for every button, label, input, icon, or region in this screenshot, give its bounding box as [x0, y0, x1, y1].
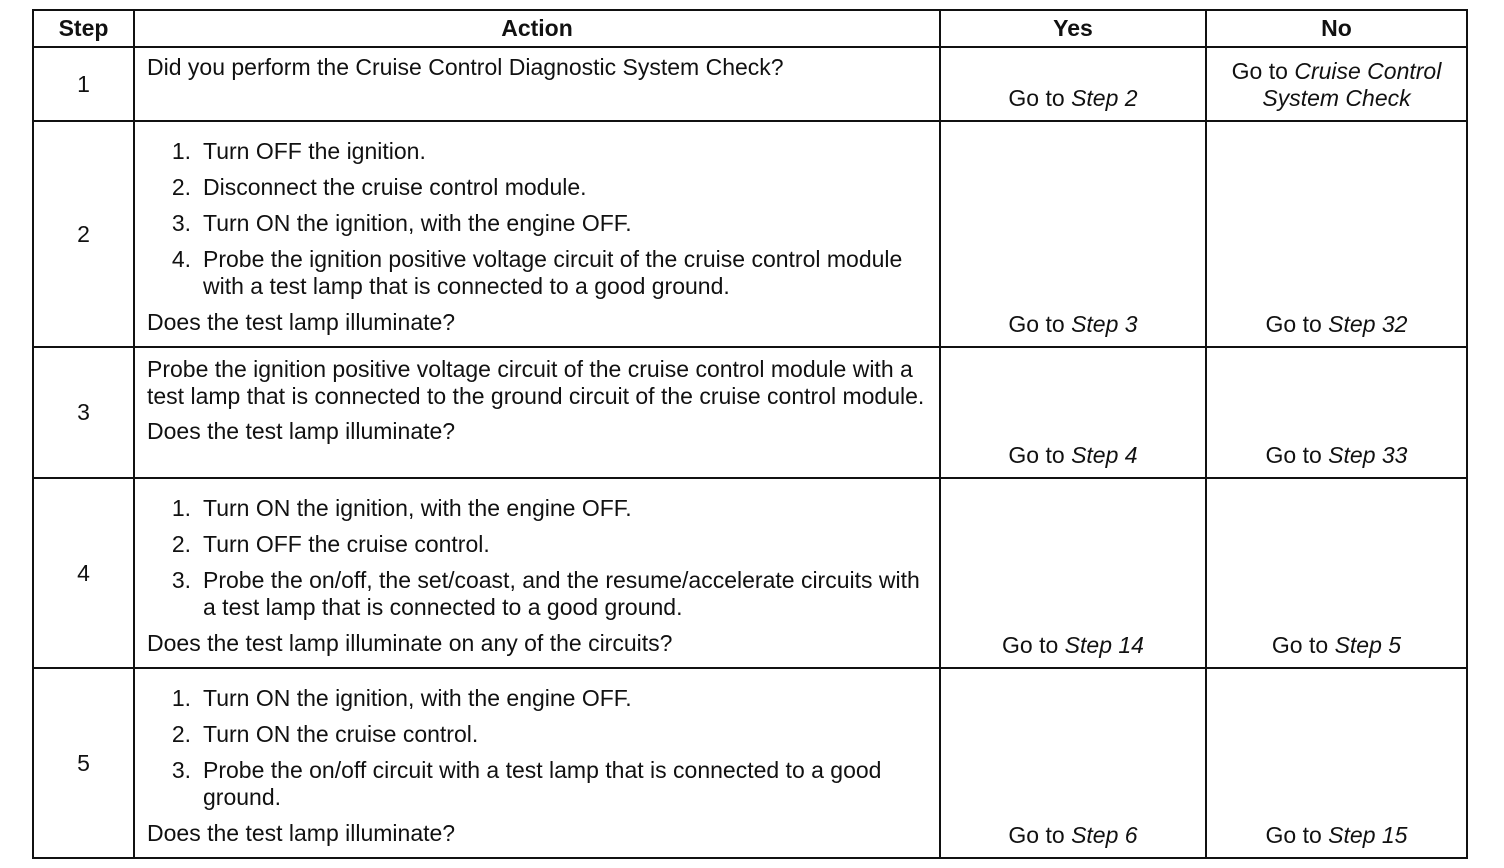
table-row — [33, 478, 1467, 668]
procedure-item-text: Turn OFF the cruise control. — [203, 531, 490, 557]
header-yes: Yes — [940, 10, 1206, 47]
no-result-cell — [1206, 121, 1467, 347]
action-question: Does the test lamp illuminate? — [147, 418, 456, 444]
procedure-item-text: Turn ON the cruise control. — [203, 721, 479, 747]
procedure-item-number: 1. — [171, 495, 191, 521]
procedure-item — [147, 138, 925, 165]
action-cell — [134, 668, 940, 858]
goto-prefix: Go to — [1008, 85, 1072, 111]
procedure-item-text: Probe the ignition positive voltage circuit of the cruise control module with a test lamp that is connected to a good ground. — [203, 246, 903, 299]
procedure-item-text: Turn ON the ignition, with the engine OFF. — [203, 210, 632, 236]
action-question: Does the test lamp illuminate? — [147, 309, 456, 335]
header-row — [33, 10, 1467, 47]
step-number: 5 — [33, 668, 134, 858]
procedure-item-text: Turn ON the ignition, with the engine OFF. — [203, 685, 632, 711]
goto-prefix: Go to — [1008, 442, 1072, 468]
no-result-cell — [1206, 478, 1467, 668]
procedure-item-text: Disconnect the cruise control module. — [203, 174, 587, 200]
step-number: 1 — [33, 47, 134, 121]
procedure-item — [147, 685, 925, 712]
goto-target: Step 6 — [1071, 822, 1138, 848]
procedure-item-text: Turn ON the ignition, with the engine OFF. — [203, 495, 632, 521]
action-question: Does the test lamp illuminate on any of the circuits? — [147, 630, 673, 656]
procedure-item-number: 2. — [171, 174, 191, 200]
procedure-list — [147, 495, 925, 621]
goto-target: Step 33 — [1328, 442, 1408, 468]
goto-prefix: Go to — [1002, 632, 1065, 658]
yes-result-cell — [940, 347, 1206, 478]
action-question: Did you perform the Cruise Control Diagnostic System Check? — [147, 54, 784, 80]
procedure-list — [147, 685, 925, 811]
procedure-item-number: 2. — [171, 721, 191, 747]
goto-target: Step 2 — [1071, 85, 1138, 111]
no-result-cell — [1206, 347, 1467, 478]
goto-target: Step 14 — [1064, 632, 1144, 658]
procedure-list — [147, 138, 925, 300]
procedure-item-number: 2. — [171, 531, 191, 557]
procedure-item-number: 1. — [171, 138, 191, 164]
goto-target: Cruise Control System Check — [1262, 58, 1442, 111]
goto-target: Step 5 — [1334, 632, 1402, 658]
step-number: 4 — [33, 478, 134, 668]
step-number: 2 — [33, 121, 134, 347]
goto-prefix: Go to — [1008, 311, 1072, 337]
no-result-cell — [1206, 47, 1467, 121]
goto-prefix: Go to — [1265, 822, 1329, 848]
action-cell — [134, 121, 940, 347]
goto-target: Step 32 — [1328, 311, 1408, 337]
yes-result-cell — [940, 47, 1206, 121]
procedure-item-text: Probe the on/off circuit with a test lamp that is connected to a good ground. — [203, 757, 882, 810]
procedure-item — [147, 174, 925, 201]
procedure-item-number: 3. — [171, 210, 191, 236]
action-cell — [134, 47, 940, 121]
no-result-cell — [1206, 668, 1467, 858]
goto-prefix: Go to — [1008, 822, 1072, 848]
header-no: No — [1206, 10, 1467, 47]
step-number: 3 — [33, 347, 134, 478]
yes-result-cell — [940, 478, 1206, 668]
procedure-item — [147, 721, 925, 748]
goto-target: Step 4 — [1071, 442, 1138, 468]
action-cell — [134, 347, 940, 478]
procedure-item-number: 3. — [171, 757, 191, 783]
yes-result-cell — [940, 121, 1206, 347]
procedure-item — [147, 246, 925, 300]
table-row — [33, 347, 1467, 478]
procedure-item — [147, 210, 925, 237]
action-cell — [134, 478, 940, 668]
procedure-item-number: 4. — [171, 246, 191, 272]
goto-prefix: Go to — [1265, 442, 1329, 468]
header-step: Step — [33, 10, 134, 47]
goto-target: Step 3 — [1071, 311, 1138, 337]
goto-prefix: Go to — [1265, 311, 1329, 337]
goto-prefix: Go to — [1231, 58, 1295, 84]
procedure-item-number: 3. — [171, 567, 191, 593]
procedure-item — [147, 531, 925, 558]
action-question: Does the test lamp illuminate? — [147, 820, 456, 846]
header-action: Action — [134, 10, 940, 47]
action-paragraph: Probe the ignition positive voltage circuit of the cruise control module with a test lamp that is connected to the ground circuit of the cruise control module. — [147, 356, 925, 409]
table-row — [33, 47, 1467, 121]
procedure-item — [147, 567, 925, 621]
goto-prefix: Go to — [1271, 632, 1335, 658]
table-row — [33, 668, 1467, 858]
procedure-item-number: 1. — [171, 685, 191, 711]
procedure-item — [147, 495, 925, 522]
diagnostic-table — [32, 9, 1468, 859]
procedure-item-text: Probe the on/off, the set/coast, and the resume/accelerate circuits with a test lamp that is connected to a good ground. — [203, 567, 920, 620]
goto-target: Step 15 — [1328, 822, 1408, 848]
table-row — [33, 121, 1467, 347]
procedure-item — [147, 757, 925, 811]
yes-result-cell — [940, 668, 1206, 858]
procedure-item-text: Turn OFF the ignition. — [203, 138, 426, 164]
